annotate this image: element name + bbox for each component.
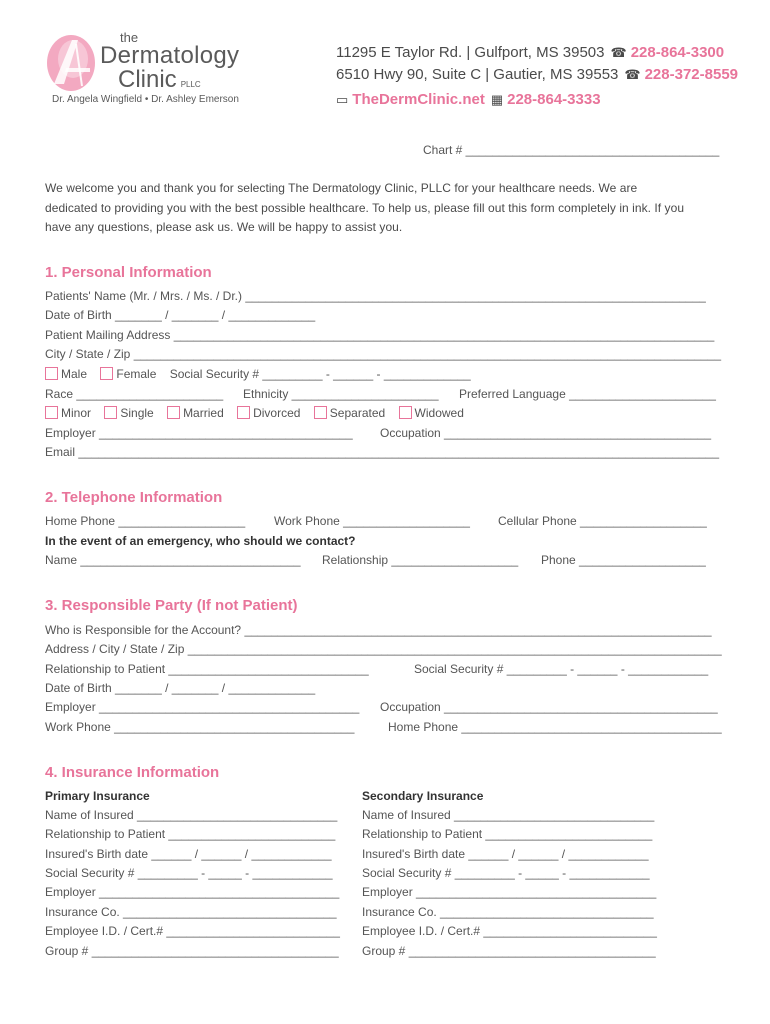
- fax-number: 228-864-3333: [507, 91, 601, 108]
- single-label: Single: [120, 406, 154, 420]
- secondary-employee-id-field[interactable]: Employee I.D. / Cert.# __________________________: [362, 924, 657, 938]
- responsible-relationship-field[interactable]: Relationship to Patient ______________________________: [45, 662, 369, 676]
- male-option[interactable]: [45, 367, 87, 381]
- chart-number-field[interactable]: Chart # ______________________________________: [423, 143, 720, 157]
- separated-checkbox[interactable]: [314, 406, 327, 419]
- responsible-address-field[interactable]: Address / City / State / Zip ________________________________________________________________________________: [45, 642, 722, 656]
- responsible-work-phone-field[interactable]: Work Phone ____________________________________: [45, 720, 355, 734]
- primary-employer-field[interactable]: Employer ____________________________________: [45, 885, 340, 899]
- mailing-address-field[interactable]: Patient Mailing Address _________________________________________________________________________________: [45, 328, 715, 342]
- primary-name-of-insured-field[interactable]: Name of Insured ______________________________: [45, 808, 338, 822]
- secondary-name-of-insured-field[interactable]: Name of Insured ______________________________: [362, 808, 655, 822]
- phone-icon: ☎: [610, 45, 627, 60]
- married-checkbox[interactable]: [167, 406, 180, 419]
- emergency-phone-field[interactable]: Phone ___________________: [541, 553, 706, 567]
- male-checkbox[interactable]: [45, 367, 58, 380]
- logo-pllc: PLLC: [180, 80, 201, 89]
- secondary-insurance-heading: Secondary Insurance: [362, 789, 484, 803]
- address-line-2: 6510 Hwy 90, Suite C | Gautier, MS 39553: [336, 66, 619, 83]
- phone-gulfport[interactable]: 228-864-3300: [630, 44, 725, 61]
- ethnicity-field[interactable]: Ethnicity ______________________: [243, 387, 439, 401]
- home-phone-field[interactable]: Home Phone ___________________: [45, 514, 246, 528]
- address-gautier: [336, 66, 738, 83]
- logo-dermatology: Dermatology: [100, 42, 240, 69]
- computer-icon: ▭: [336, 92, 349, 107]
- work-phone-field[interactable]: Work Phone ___________________: [274, 514, 470, 528]
- minor-option[interactable]: [45, 406, 91, 420]
- email-field[interactable]: Email ________________________________________________________________________________________________: [45, 445, 720, 459]
- emergency-relationship-field[interactable]: Relationship ___________________: [322, 553, 519, 567]
- divorced-checkbox[interactable]: [237, 406, 250, 419]
- doctor-names: Dr. Angela Wingfield • Dr. Ashley Emerson: [52, 94, 239, 105]
- city-state-zip-field[interactable]: City / State / Zip ________________________________________________________________________________________: [45, 347, 721, 361]
- letterhead: [0, 0, 770, 130]
- occupation-field[interactable]: Occupation ________________________________________: [380, 426, 711, 440]
- divorced-label: Divorced: [253, 406, 301, 420]
- emergency-contact-heading: In the event of an emergency, who should we contact?: [45, 534, 356, 548]
- female-option[interactable]: [100, 367, 156, 381]
- secondary-group-field[interactable]: Group # _____________________________________: [362, 944, 656, 958]
- welcome-line-1: We welcome you and thank you for selecting The Dermatology Clinic, PLLC for your healthcare needs. We are: [45, 181, 638, 195]
- widowed-option[interactable]: [399, 406, 464, 420]
- website-link[interactable]: TheDermClinic.net: [352, 91, 485, 108]
- minor-label: Minor: [61, 406, 92, 420]
- responsible-employer-field[interactable]: Employer _______________________________________: [45, 700, 360, 714]
- contact-web-line: [336, 91, 601, 108]
- secondary-relationship-field[interactable]: Relationship to Patient _________________________: [362, 827, 653, 841]
- female-checkbox[interactable]: [100, 367, 113, 380]
- single-checkbox[interactable]: [104, 406, 117, 419]
- responsible-ssn-field[interactable]: Social Security # _________ - ______ - ____________: [414, 662, 709, 676]
- minor-checkbox[interactable]: [45, 406, 58, 419]
- secondary-insurance-co-field[interactable]: Insurance Co. ________________________________: [362, 905, 654, 919]
- primary-insurance-co-field[interactable]: Insurance Co. ________________________________: [45, 905, 337, 919]
- secondary-ssn-field[interactable]: Social Security # _________ - _____ - ____________: [362, 866, 650, 880]
- responsible-dob-field[interactable]: Date of Birth _______ / _______ / _____________: [45, 681, 316, 695]
- gender-row: [45, 367, 471, 381]
- secondary-employer-field[interactable]: Employer ____________________________________: [362, 885, 657, 899]
- logo-clinic: Clinic: [118, 66, 177, 93]
- clinic-logo-icon: [46, 34, 96, 92]
- patient-ssn-field[interactable]: Social Security # _________ - ______ - _____________: [169, 367, 471, 381]
- single-option[interactable]: [104, 406, 153, 420]
- language-field[interactable]: Preferred Language ______________________: [459, 387, 716, 401]
- section-title-responsible: 3. Responsible Party (If not Patient): [45, 597, 298, 614]
- logo-the: the: [120, 30, 139, 45]
- section-title-personal: 1. Personal Information: [45, 264, 212, 281]
- responsible-home-phone-field[interactable]: Home Phone _______________________________________: [388, 720, 722, 734]
- clinic-logo-text: [100, 32, 260, 92]
- welcome-line-3: have any questions, please ask us. We will be happy to assist you.: [45, 220, 403, 234]
- widowed-label: Widowed: [414, 406, 464, 420]
- primary-insured-dob-field[interactable]: Insured's Birth date ______ / ______ / ____________: [45, 847, 332, 861]
- employer-field[interactable]: Employer ______________________________________: [45, 426, 353, 440]
- responsible-who-field[interactable]: Who is Responsible for the Account? ______________________________________________________________________: [45, 623, 712, 637]
- primary-insurance-heading: Primary Insurance: [45, 789, 150, 803]
- patient-name-field[interactable]: Patients' Name (Mr. / Mrs. / Ms. / Dr.) _____________________________________________________________________: [45, 289, 706, 303]
- female-label: Female: [116, 367, 157, 381]
- address-gulfport: [336, 44, 724, 61]
- male-label: Male: [61, 367, 88, 381]
- primary-employee-id-field[interactable]: Employee I.D. / Cert.# __________________________: [45, 924, 340, 938]
- divorced-option[interactable]: [237, 406, 300, 420]
- marital-status-row: [45, 406, 474, 420]
- phone-gautier[interactable]: 228-372-8559: [644, 66, 739, 83]
- cell-phone-field[interactable]: Cellular Phone ___________________: [498, 514, 707, 528]
- phone-icon: ☎: [624, 67, 641, 82]
- separated-option[interactable]: [314, 406, 385, 420]
- primary-relationship-field[interactable]: Relationship to Patient _________________________: [45, 827, 336, 841]
- primary-group-field[interactable]: Group # _____________________________________: [45, 944, 339, 958]
- widowed-checkbox[interactable]: [399, 406, 412, 419]
- emergency-name-field[interactable]: Name _________________________________: [45, 553, 301, 567]
- primary-ssn-field[interactable]: Social Security # _________ - _____ - ____________: [45, 866, 333, 880]
- welcome-line-2: dedicated to providing you with the best possible healthcare. To help us, please fill out this form completely in ink. If you: [45, 201, 685, 215]
- secondary-insured-dob-field[interactable]: Insured's Birth date ______ / ______ / ____________: [362, 847, 649, 861]
- fax-icon: ▦: [490, 92, 504, 107]
- race-field[interactable]: Race ______________________: [45, 387, 224, 401]
- responsible-occupation-field[interactable]: Occupation _________________________________________: [380, 700, 718, 714]
- section-title-telephone: 2. Telephone Information: [45, 489, 223, 506]
- separated-label: Separated: [329, 406, 386, 420]
- address-line-1: 11295 E Taylor Rd. | Gulfport, MS 39503: [336, 44, 605, 61]
- married-option[interactable]: [167, 406, 224, 420]
- married-label: Married: [183, 406, 224, 420]
- patient-dob-field[interactable]: Date of Birth _______ / _______ / _____________: [45, 308, 316, 322]
- section-title-insurance: 4. Insurance Information: [45, 764, 220, 781]
